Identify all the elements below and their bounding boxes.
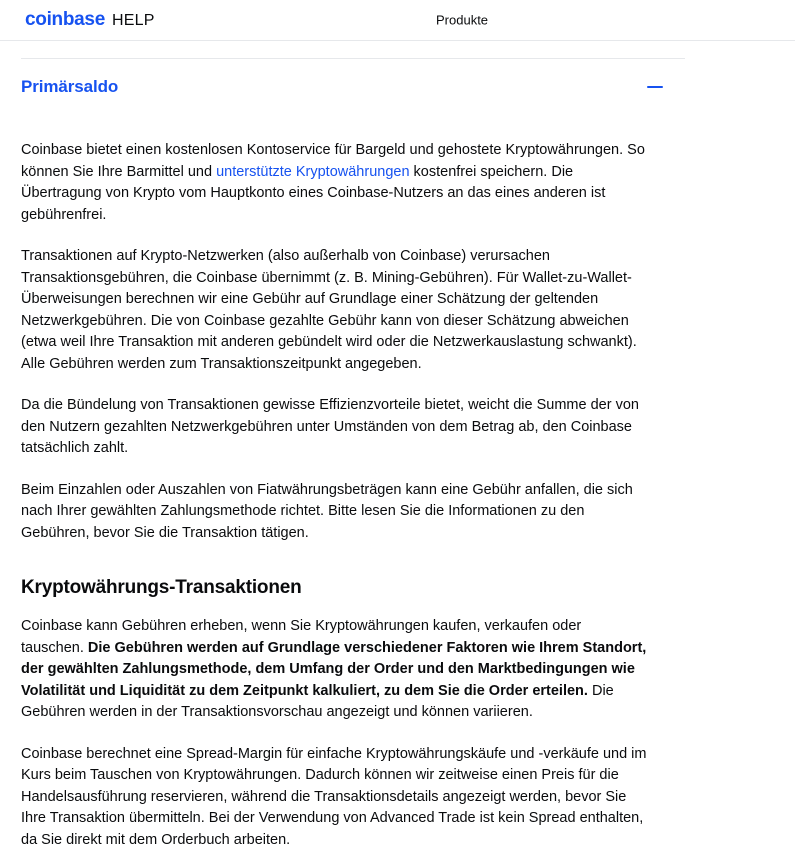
page-body [0, 58, 795, 851]
minus-icon[interactable] [646, 78, 664, 96]
main-nav [436, 13, 488, 28]
paragraph-emphasis: Die Gebühren werden auf Grundlage verschiedener Faktoren wie Ihrem Standort, der gewählten Zahlungsmethode, dem Umfang der Order und den Marktbedingungen wie Volatilität und Liquidität zu dem Zeitpunkt kalkuliert, zu dem Sie die Order erteilen. [21, 640, 646, 699]
paragraph-text: kostenfrei speichern. Die Übertragung von Krypto vom Hauptkonto eines Coinbase-Nutzers an das eines anderen ist gebührenfrei. [21, 164, 605, 223]
top-divider [21, 58, 685, 59]
paragraph [21, 140, 647, 226]
site-header [0, 0, 795, 41]
paragraph-text: Coinbase berechnet eine Spread-Margin für einfache Kryptowährungskäufe und -verkäufe und im Kurs beim Tauschen von Kryptowährungen. Dadurch können wir zeitweise einen Preis für die Handelsausführung reservieren, während die Transaktionsdetails angezeigt werden, bevor Sie Ihre Transaktion übermitteln. Bei der Verwendung von Advanced Trade ist kein Spread enthalten, da Sie direkt mit dem Orderbuch arbeiten. [21, 746, 646, 848]
paragraph-text: Die Gebühren werden in der Transaktionsvorschau angezeigt und können variieren. [21, 683, 614, 721]
article-content [0, 140, 706, 851]
brand-subtitle: HELP [112, 12, 155, 30]
paragraph [21, 395, 647, 460]
coinbase-help-logo[interactable] [0, 9, 155, 31]
paragraph [21, 480, 647, 545]
accordion-title: Primärsaldo [21, 77, 118, 97]
nav-item-produkte[interactable]: Produkte [436, 13, 488, 28]
paragraph-text: Beim Einzahlen oder Auszahlen von Fiatwährungsbeträgen kann eine Gebühr anfallen, die sich nach Ihrer gewählten Zahlungsmethode richtet. Bitte lesen Sie die Informationen zu den Gebühren, bevor Sie die Transaktion tätigen. [21, 482, 633, 541]
link-unterstuetzte-kryptowaehrungen[interactable]: unterstützte Kryptowährungen [216, 164, 409, 180]
paragraph-text: Transaktionen auf Krypto-Netzwerken (also außerhalb von Coinbase) verursachen Transaktionsgebühren, die Coinbase übernimmt (z. B. Mining-Gebühren). Für Wallet-zu-Wallet-Überweisungen berechnen wir eine Gebühr auf Grundlage einer Schätzung der geltenden Netzwerkgebühren. Die von Coinbase gezahlte Gebühr kann von dieser Schätzung abweichen (etwa weil Ihre Transaktion mit anderen gebündelt wird oder die Netzwerkauslastung schwankt). Alle Gebühren werden zum Transaktionszeitpunkt angegeben. [21, 248, 637, 372]
section-heading-krypto-transaktionen: Kryptowährungs-Transaktionen [21, 577, 685, 599]
paragraph-text: Coinbase bietet einen kostenlosen Kontoservice für Bargeld und gehostete Kryptowährungen. So können Sie Ihre Barmittel und [21, 142, 645, 180]
brand-name: coinbase [25, 9, 105, 31]
accordion-header-primaersaldo[interactable] [21, 77, 664, 103]
paragraph [21, 616, 647, 724]
paragraph [21, 744, 647, 851]
paragraph-text: Coinbase kann Gebühren erheben, wenn Sie Kryptowährungen kaufen, verkaufen oder tauschen. [21, 618, 581, 656]
accordion-section [0, 77, 795, 103]
paragraph [21, 246, 647, 375]
paragraph-text: Da die Bündelung von Transaktionen gewisse Effizienzvorteile bietet, weicht die Summe der von den Nutzern gezahlten Netzwerkgebühren unter Umständen von dem Betrag ab, den Coinbase tatsächlich zahlt. [21, 397, 639, 456]
